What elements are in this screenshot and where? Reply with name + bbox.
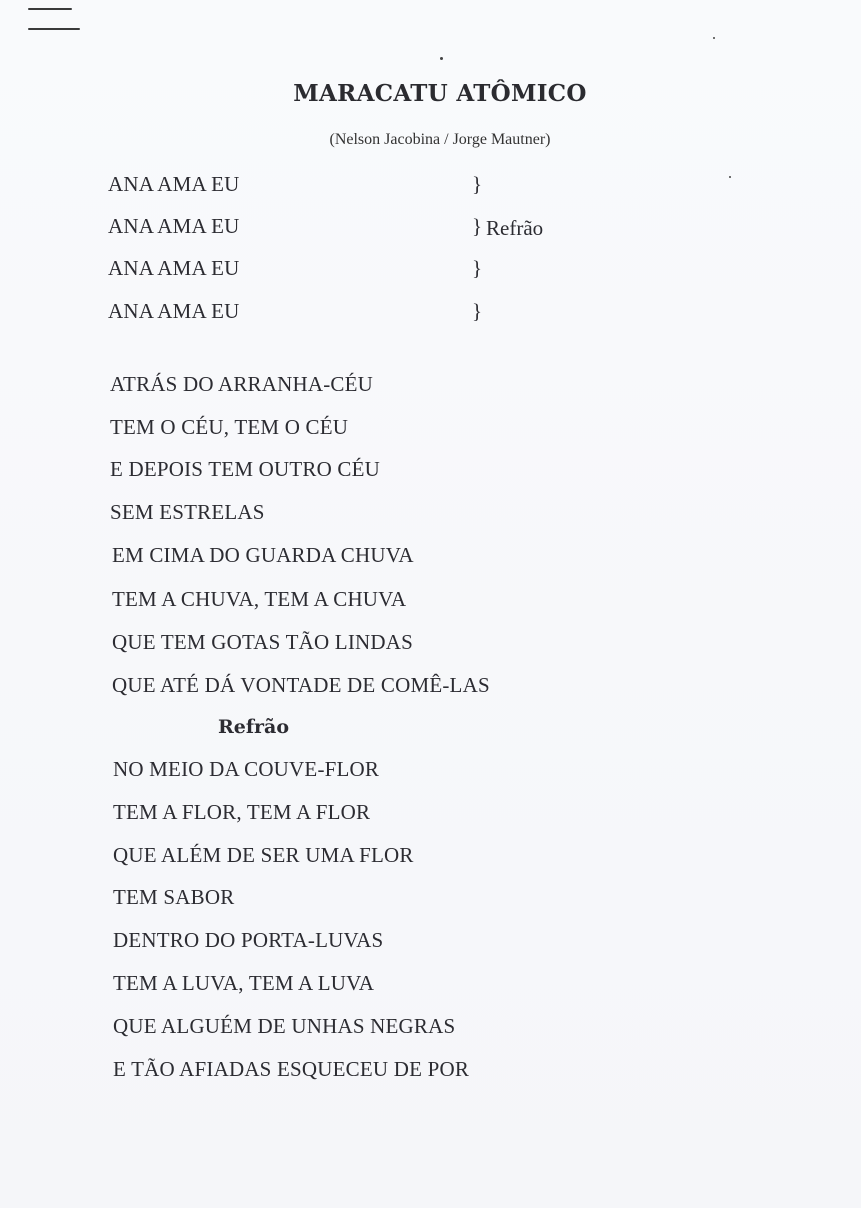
chorus-brace: } [472, 172, 483, 196]
song-authors: (Nelson Jacobina / Jorge Mautner) [329, 131, 551, 148]
verse-line: TEM SABOR [113, 885, 235, 909]
chorus-brace: } [472, 214, 483, 238]
chorus-line: ANA AMA EU [108, 214, 240, 238]
verse-line: TEM O CÉU, TEM O CÉU [110, 415, 349, 439]
chorus-line: ANA AMA EU [108, 256, 240, 280]
verse-line: NO MEIO DA COUVE-FLOR [113, 757, 380, 781]
chorus-brace: } [472, 256, 483, 280]
refrain-marker: Refrão [218, 716, 290, 738]
corner-scan-mark [28, 8, 72, 10]
scan-speck [440, 57, 443, 60]
chorus-brace: } [472, 299, 483, 323]
verse-line: SEM ESTRELAS [110, 500, 265, 524]
verse-line: TEM A LUVA, TEM A LUVA [113, 971, 375, 995]
song-title: MARACATU ATÔMICO [293, 80, 587, 107]
chorus-line: ANA AMA EU [108, 172, 240, 196]
verse-line: EM CIMA DO GUARDA CHUVA [112, 543, 414, 567]
verse-line: QUE TEM GOTAS TÃO LINDAS [112, 630, 414, 654]
verse-line: E DEPOIS TEM OUTRO CÉU [110, 457, 381, 481]
verse-line: E TÃO AFIADAS ESQUECEU DE POR [113, 1057, 470, 1081]
verse-line: TEM A CHUVA, TEM A CHUVA [112, 587, 407, 611]
verse-line: ATRÁS DO ARRANHA-CÉU [110, 372, 374, 396]
verse-line: QUE ALÉM DE SER UMA FLOR [113, 843, 414, 867]
corner-scan-mark [28, 28, 80, 30]
verse-line: QUE ATÉ DÁ VONTADE DE COMÊ-LAS [112, 673, 490, 697]
verse-line: QUE ALGUÉM DE UNHAS NEGRAS [113, 1014, 456, 1038]
verse-line: TEM A FLOR, TEM A FLOR [113, 800, 371, 824]
scan-speck [729, 176, 731, 178]
chorus-brace-label: Refrão [486, 216, 544, 240]
verse-line: DENTRO DO PORTA-LUVAS [113, 928, 384, 952]
scan-speck [713, 37, 715, 39]
chorus-line: ANA AMA EU [108, 299, 240, 323]
